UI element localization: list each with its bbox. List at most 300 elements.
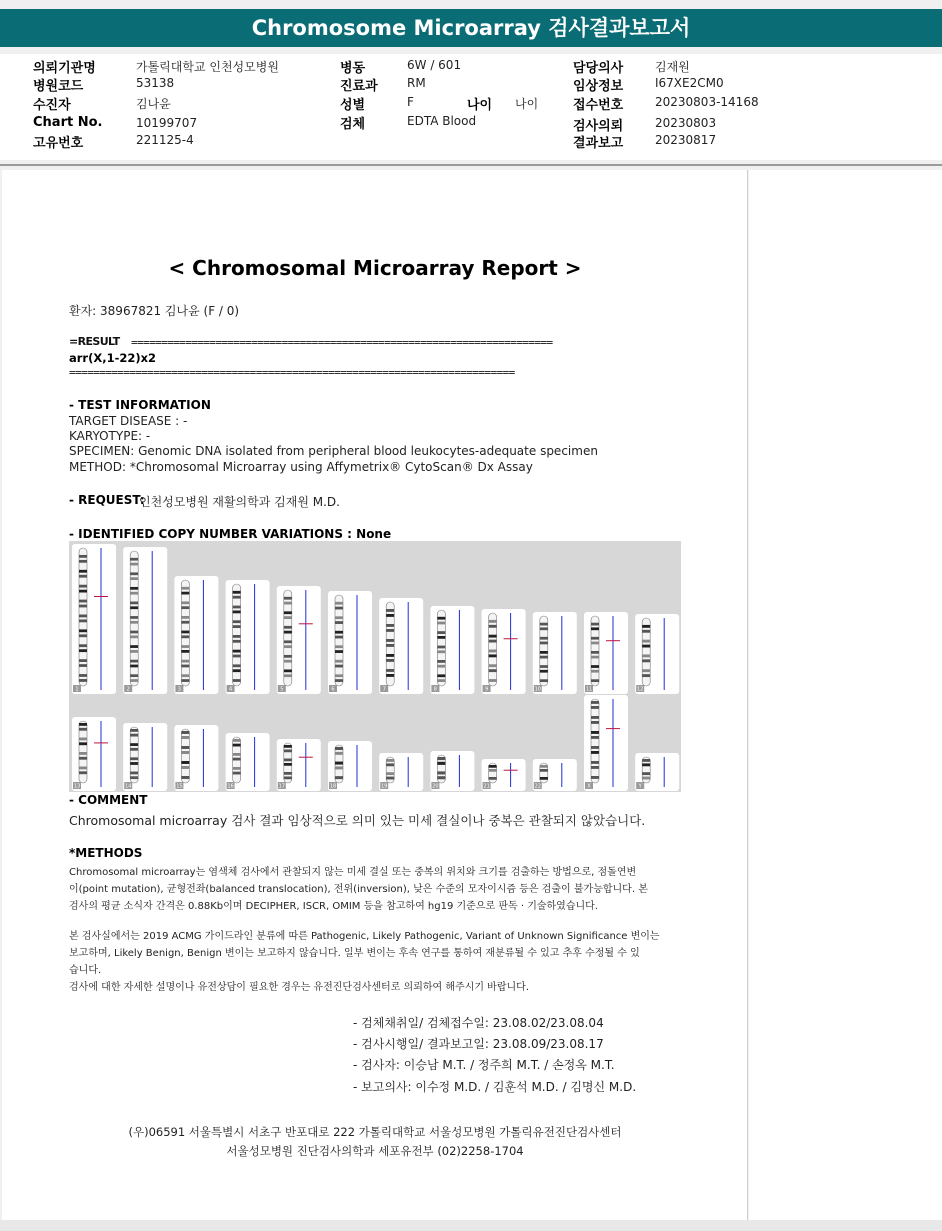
chromosome-band [591,736,599,739]
chromosome-band [335,631,343,634]
age-label: 나이 [467,98,493,113]
chromosome-band [386,777,394,780]
chromosome-band [386,659,394,662]
chromosome-band [591,642,599,645]
chromosome-band [642,763,650,766]
chromosome-band [591,637,599,640]
chromosome-band [591,627,599,630]
dates-line-3: - 검사자: 이승남 M.T. / 정주희 M.T. / 손정옥 M.T. [353,1058,615,1072]
chromosome-band [540,656,548,659]
chromosome-band [79,600,87,603]
chart-no-value: 10199707 [136,116,198,130]
chromosome-band [284,763,292,766]
chromosome-band [386,654,394,657]
chromosome-band [79,634,87,637]
chromosome-band [591,731,599,734]
chromosome-band [181,766,189,769]
chromosome-band [489,625,497,628]
chromosome-label-X: X [587,783,591,790]
chromosome-band [540,765,548,768]
chromosome-band [437,674,445,677]
dates-line-4: - 보고의사: 이수정 M.D. / 김훈석 M.D. / 김명신 M.D. [353,1080,637,1094]
chromosome-band [130,650,138,653]
chromosome-band [642,625,650,628]
chromosome-band [233,772,241,775]
chromosome-band [489,765,497,768]
chromosome-band [130,679,138,682]
chromosome-band [79,629,87,632]
chromosome-band [437,762,445,765]
chromosome-band [642,659,650,662]
chromosome-band [233,650,241,653]
chromosome-band [591,776,599,779]
chromosome-band [335,776,343,779]
chromosome-band [386,759,394,762]
chromosome-band [181,761,189,764]
chromosome-panel-1 [72,544,116,694]
chromosome-band [79,555,87,558]
patient-info-panel [0,54,942,160]
chromosome-band [437,776,445,779]
result-label: =RESULT [69,335,120,348]
chromosome-band [335,636,343,639]
receipt-label: 접수번호 [573,98,624,113]
footer-address: (우)06591 서울특별시 서초구 반포대로 222 가톨릭대학교 서울성모병원 가톨릭유전진단검사센터 [128,1125,622,1139]
chromosome-band [181,736,189,739]
chromosome-panel-6 [328,591,372,694]
chromosome-band [181,635,189,638]
chromosome-band [489,620,497,623]
chromosome-band [591,679,599,682]
chromosome-band [233,669,241,672]
recipient-value: 김나윤 [136,97,171,111]
chromosome-label-16: 16 [227,783,234,790]
chromosome-label-14: 14 [125,783,132,790]
chromosome-band [79,659,87,662]
clinical-label: 임상정보 [573,79,624,94]
chromosome-band [642,772,650,775]
footer-contact: 서울성모병원 진단검사의학과 세포유전부 (02)2258-1704 [226,1144,524,1158]
target-disease: TARGET DISEASE : - [69,414,188,428]
request-date-value: 20230803 [655,116,717,130]
chromosome-band [181,660,189,663]
info-separator [0,164,942,166]
chromosome-band [284,640,292,643]
chromosome-band [181,616,189,619]
chromosome-band [540,627,548,630]
chromosome-panel-9 [482,609,526,694]
recipient-label: 수진자 [33,98,71,113]
request-date-label: 검사의뢰 [573,119,624,134]
chromosome-panel-2 [123,547,167,694]
chromosome-band [335,766,343,769]
chromosome-body-X [591,699,599,783]
chromosome-band [642,645,650,648]
chromosome-band [437,757,445,760]
chromosome-band [233,758,241,761]
chromosome-band [79,742,87,745]
methods-line-3: 검사의 평균 소식자 간격은 0.88Kb이며 DECIPHER, ISCR, OMIM 등을 참고하여 hg19 기준으로 판독 · 기술하였습니다. [69,901,598,912]
report-title-bar: Chromosome Microarray 검사결과보고서 [0,9,942,47]
chromosome-band [130,665,138,668]
chromosome-band [591,656,599,659]
chromosome-band [335,621,343,624]
chromosome-band [335,752,343,755]
chromosome-band [489,769,497,772]
chromosome-band [437,679,445,682]
methods-line-5: 보고하며, Likely Benign, Benign 변이는 보고하지 않습니다. 일부 변이는 후속 연구를 통하여 재분류될 수 있고 추후 수정될 수 있 [69,948,640,959]
chromosome-panel-5 [277,586,321,694]
chromosome-band [233,591,241,594]
chromosome-band [642,777,650,780]
chromosome-band [130,635,138,638]
karyotype: KARYOTYPE: - [69,429,151,443]
karyogram-image [69,541,681,792]
chromosome-band [489,669,497,672]
chromosome-label-1: 1 [75,686,79,693]
chromosome-band [284,611,292,614]
hospital-code-value: 53138 [136,76,175,90]
chromosome-band [489,664,497,667]
chromosome-band [130,592,138,595]
chromosome-band [79,757,87,760]
side-panel [749,170,942,1220]
chromosome-band [335,650,343,653]
chromosome-band [79,771,87,774]
chromosome-band [386,644,394,647]
chromosome-band [130,772,138,775]
chromosome-band [335,679,343,682]
chromosome-band [79,723,87,726]
chromosome-band [130,748,138,751]
chromosome-band [437,622,445,625]
bottom-strip [0,1220,942,1231]
chromosome-band [591,761,599,764]
chromosome-band [130,602,138,605]
chromosome-band [540,679,548,682]
chromosome-panel-8 [430,606,474,694]
test-info-heading: - TEST INFORMATION [69,398,211,412]
chromosome-band [335,660,343,663]
chromosome-band [489,679,497,682]
chromosome-band [181,674,189,677]
chromosome-band [437,660,445,663]
methods-line-7: 검사에 대한 자세한 설명이나 유전상담이 필요한 경우는 유전진단검사센터로 의뢰하여 해주시기 바랍니다. [69,982,530,993]
chromosome-label-4: 4 [229,686,233,693]
chromosome-label-17: 17 [278,783,285,790]
chromosome-band [233,596,241,599]
chromosome-band [233,679,241,682]
chromosome-label-2: 2 [126,686,130,693]
chromosome-band [79,575,87,578]
chromosome-band [642,630,650,633]
chromosome-band [386,772,394,775]
chromosome-band [284,745,292,748]
chromosome-band [642,674,650,677]
chromosome-panel-15 [174,725,218,791]
chromosome-band [386,629,394,632]
chromosome-band [130,757,138,760]
chromosome-band [540,642,548,645]
chromosome-band [591,670,599,673]
chromosome-panel-10 [533,612,577,694]
chromosome-band [181,746,189,749]
chromosome-band [79,560,87,563]
chromosome-panel-12 [635,614,679,694]
chromosome-band [284,631,292,634]
chromosome-band [284,655,292,658]
chromosome-band [284,616,292,619]
chromosome-band [233,635,241,638]
chromosome-band [386,614,394,617]
dates-line-2: - 검사시행일/ 결과보고일: 23.08.09/23.08.17 [353,1037,604,1051]
methods-line-1: Chromosomal microarray는 염색체 검사에서 관찰되지 않는 미세 결실 또는 중복의 위치와 크기를 검출하는 방법으로, 점돌연변 [69,867,637,878]
chromosome-band [130,606,138,609]
chromosome-band [386,674,394,677]
chromosome-band [181,731,189,734]
methods-line-2: 이(point mutation), 균형전좌(balanced translocation), 전위(inversion), 낮은 수준의 모자이시즘 등은 검출이 불가능합니다. 본 [69,884,648,895]
chromosome-band [335,665,343,668]
chromosome-panel-3 [174,576,218,694]
chromosome-band [437,631,445,634]
chromosome-band [233,611,241,614]
chromosome-label-7: 7 [382,686,386,693]
chromosome-band [591,701,599,704]
chromosome-band [335,747,343,750]
chromosome-band [130,563,138,566]
chromosome-panel-13 [72,717,116,791]
request-heading: - REQUEST: [69,493,145,507]
dept-label: 진료과 [340,79,378,94]
chromosome-panel-4 [226,580,270,694]
methods-line-4: 본 검사실에서는 2019 ACMG 가이드라인 분류에 따른 Pathogenic, Likely Pathogenic, Variant of Unknown Significance 변이는 [69,931,660,942]
chromosome-band [642,640,650,643]
chromosome-band [540,777,548,780]
chromosome-band [591,706,599,709]
chromosome-band [386,763,394,766]
chromosome-band [284,674,292,677]
chromosome-band [591,746,599,749]
institution-value: 가톨릭대학교 인천성모병원 [136,60,279,74]
chromosome-label-10: 10 [534,686,541,693]
doctor-label: 담당의사 [573,61,624,76]
result-rule-top: ====================================================================== [131,336,553,349]
comment-heading: - COMMENT [69,793,148,807]
chromosome-band [489,650,497,653]
chromosome-panel-X [584,695,628,791]
chromosome-label-6: 6 [331,686,335,693]
chromosome-band [437,665,445,668]
chromosome-band [181,631,189,634]
chromosome-band [437,646,445,649]
chromosome-band [284,772,292,775]
chromosome-label-22: 22 [534,783,541,790]
report-date-value: 20230817 [655,133,717,147]
chromosome-band [79,752,87,755]
ward-label: 병동 [340,61,366,76]
methods-line-6: 습니다. [69,965,102,976]
chromosome-band [79,605,87,608]
chromosome-band [181,650,189,653]
chromosome-band [335,607,343,610]
chromosome-label-21: 21 [483,783,490,790]
chromosome-band [130,645,138,648]
sex-label: 성별 [340,98,366,113]
chromosome-band [181,606,189,609]
chromosome-band [233,620,241,623]
chromosome-band [386,669,394,672]
chromosome-band [591,721,599,724]
chromosome-band [335,645,343,648]
chromosome-band [437,771,445,774]
chromosome-band [591,651,599,654]
result-rule-bottom: ========================================================================== [69,366,515,379]
chromosome-band [130,616,138,619]
chromosome-band [181,679,189,682]
chromosome-band [540,637,548,640]
age-value: 나이 [515,97,539,111]
chromosome-band [130,577,138,580]
chromosome-band [130,729,138,732]
chromosome-band [591,751,599,754]
chromosome-band [540,651,548,654]
chromosome-band [489,654,497,657]
chromosome-band [386,639,394,642]
chromosome-band [284,626,292,629]
chromosome-band [79,619,87,622]
chromosome-band [540,769,548,772]
chromosome-band [233,753,241,756]
method-text: METHOD: *Chromosomal Microarray using Affymetrix® CytoScan® Dx Assay [69,460,533,474]
chromosome-band [181,776,189,779]
chromosome-band [642,669,650,672]
report-heading: < Chromosomal Microarray Report > [168,256,582,280]
chromosome-band [181,601,189,604]
chromosome-label-11: 11 [585,686,593,693]
chromosome-band [284,669,292,672]
chromosome-band [642,654,650,657]
chromosome-band [233,744,241,747]
dept-value: RM [407,76,426,90]
doctor-value: 김재원 [655,60,690,74]
chromosome-band [489,777,497,780]
chromosome-band [233,655,241,658]
chromosome-band [540,665,548,668]
chromosome-band [437,636,445,639]
chromosome-band [130,734,138,737]
chromosome-band [591,665,599,668]
sex-value: F [407,95,414,109]
chromosome-label-18: 18 [329,783,337,790]
comment-text: Chromosomal microarray 검사 결과 임상적으로 의미 있는 미세 결실이나 중복은 관찰되지 않았습니다. [69,813,646,828]
chromosome-label-15: 15 [176,783,183,790]
chromosome-band [591,716,599,719]
chromosome-label-Y: Y [638,783,642,790]
request-value: 인천성모병원 재활의학과 김재원 M.D. [139,495,340,509]
chromosome-band [284,602,292,605]
ward-value: 6W / 601 [407,58,462,72]
chromosome-band [79,570,87,573]
chromosome-band [181,665,189,668]
chromosome-band [181,592,189,595]
specimen-value: EDTA Blood [407,114,477,128]
chromosome-band [130,776,138,779]
chromosome-band [130,558,138,561]
chromosome-band [284,750,292,753]
chromosome-band [79,674,87,677]
chromosome-band [591,766,599,769]
chromosome-band [284,759,292,762]
chromosome-band [79,590,87,593]
chromosome-band [335,602,343,605]
chromosome-band [79,679,87,682]
receipt-value: 20230803-14168 [655,95,759,109]
chromosome-band [233,640,241,643]
chromosome-band [386,624,394,627]
chromosome-band [79,664,87,667]
cnv-heading: - IDENTIFIED COPY NUMBER VARIATIONS : None [69,527,392,541]
chromosome-band [181,645,189,648]
chromosome-label-12: 12 [637,686,644,693]
chromosome-band [79,738,87,741]
chromosome-band [181,621,189,624]
specimen-text: SPECIMEN: Genomic DNA isolated from peripheral blood leukocytes-adequate specimen [69,444,598,458]
chromosome-band [540,623,548,626]
chromosome-band [233,625,241,628]
chromosome-panel-11 [584,612,628,694]
institution-label: 의뢰기관명 [33,61,96,76]
chromosome-band [386,609,394,612]
chromosome-label-8: 8 [433,686,437,693]
chromosome-label-20: 20 [432,783,439,790]
unique-no-label: 고유번호 [33,136,84,151]
chromosome-band [284,645,292,648]
chromosome-band [130,587,138,590]
specimen-label: 검체 [340,117,366,132]
chromosome-band [181,751,189,754]
chromosome-band [79,615,87,618]
chromosome-band [130,572,138,575]
chromosome-band [233,664,241,667]
chromosome-label-5: 5 [280,686,284,693]
chromosome-band [130,631,138,634]
hospital-code-label: 병원코드 [33,79,84,94]
chromosome-label-19: 19 [381,783,388,790]
chromosome-panel-7 [379,598,423,694]
chromosome-band [437,617,445,620]
chromosome-band [79,644,87,647]
clinical-value: I67XE2CM0 [655,76,724,90]
karyogram-svg [69,541,681,792]
chromosome-band [233,606,241,609]
chromosome-band [489,635,497,638]
result-value: arr(X,1-22)x2 [69,351,157,365]
chromosome-band [233,767,241,770]
chart-no-label: Chart No. [33,115,103,130]
chromosome-band [284,597,292,600]
chromosome-band [540,670,548,673]
chromosome-band [130,621,138,624]
chromosome-band [335,762,343,765]
chromosome-band [130,674,138,677]
chromosome-band [130,660,138,663]
chromosome-label-3: 3 [177,686,181,693]
chromosome-band [284,660,292,663]
chromosome-panel-14 [123,723,167,791]
chromosome-band [79,728,87,731]
chromosome-label-13: 13 [73,783,81,790]
dates-line-1: - 검체채취일/ 검체접수일: 23.08.02/23.08.04 [353,1016,604,1030]
